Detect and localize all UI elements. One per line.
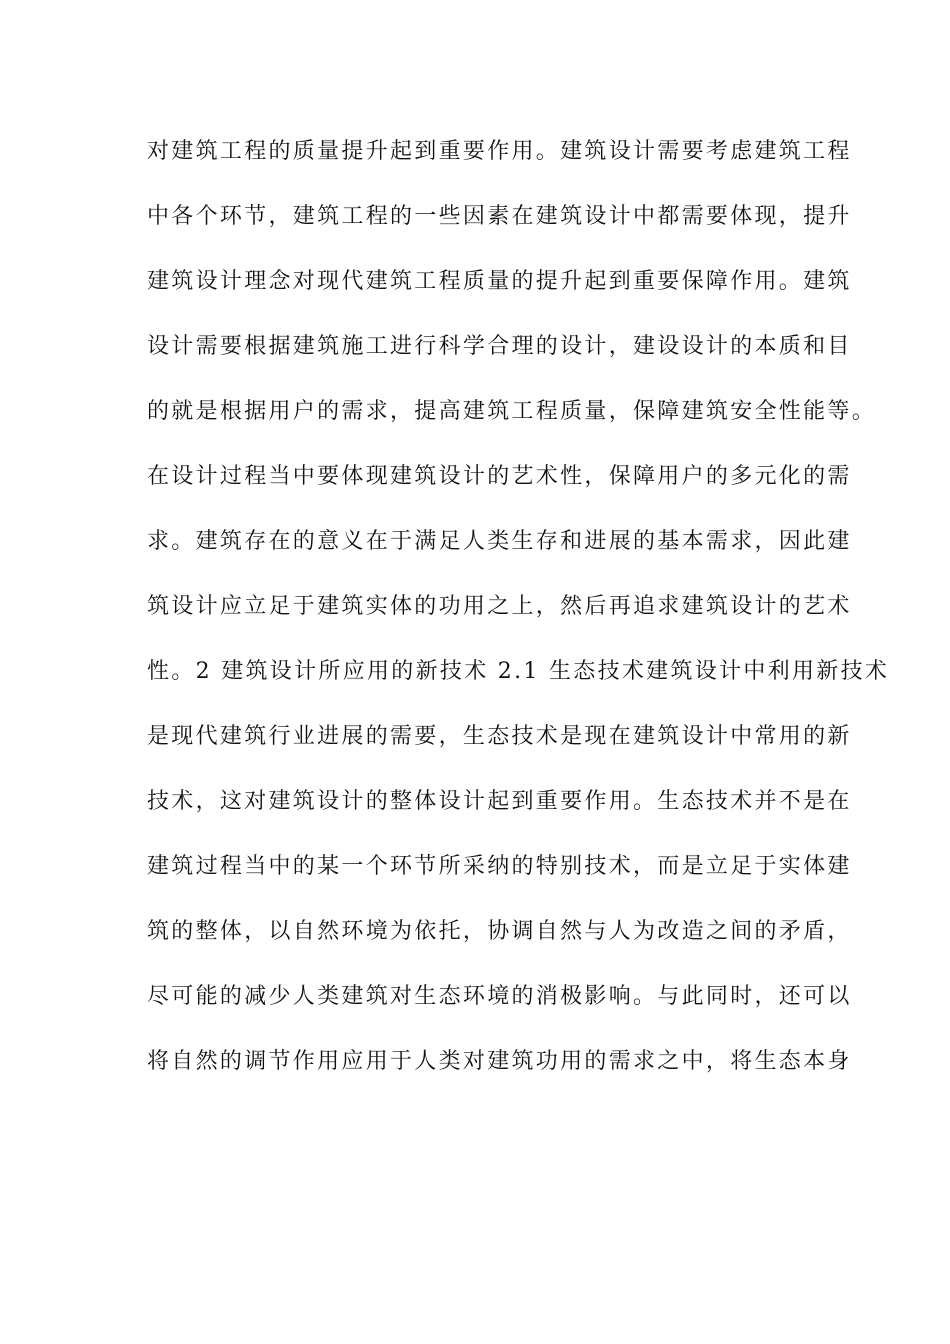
text-line: 筑的整体，以自然环境为依托，协调自然与人为改造之间的矛盾， xyxy=(147,919,852,944)
text-line: 建筑设计理念对现代建筑工程质量的提升起到重要保障作用。建筑 xyxy=(147,269,852,294)
text-line: 筑设计应立足于建筑实体的功用之上，然后再追求建筑设计的艺术 xyxy=(147,594,852,619)
text-line: 尽可能的减少人类建筑对生态环境的消极影响。与此同时，还可以 xyxy=(147,984,852,1009)
text-line: 的就是根据用户的需求，提高建筑工程质量，保障建筑安全性能等。 xyxy=(147,399,877,424)
text-line: 在设计过程当中要体现建筑设计的艺术性，保障用户的多元化的需 xyxy=(147,464,852,489)
text-line: 建筑过程当中的某一个环节所采纳的特别技术，而是立足于实体建 xyxy=(147,854,852,879)
text-line: 性。2 建筑设计所应用的新技术 2.1 生态技术建筑设计中利用新技术 xyxy=(147,659,890,684)
text-line: 求。建筑存在的意义在于满足人类生存和进展的基本需求，因此建 xyxy=(147,529,852,554)
text-line: 中各个环节，建筑工程的一些因素在建筑设计中都需要体现，提升 xyxy=(147,204,852,229)
text-line: 是现代建筑行业进展的需要，生态技术是现在建筑设计中常用的新 xyxy=(147,724,852,749)
text-line: 技术，这对建筑设计的整体设计起到重要作用。生态技术并不是在 xyxy=(147,789,852,814)
text-line: 将自然的调节作用应用于人类对建筑功用的需求之中，将生态本身 xyxy=(147,1049,852,1074)
text-line: 对建筑工程的质量提升起到重要作用。建筑设计需要考虑建筑工程 xyxy=(147,139,852,164)
text-line: 设计需要根据建筑施工进行科学合理的设计，建设设计的本质和目 xyxy=(147,334,852,359)
body-text xyxy=(147,134,890,1109)
